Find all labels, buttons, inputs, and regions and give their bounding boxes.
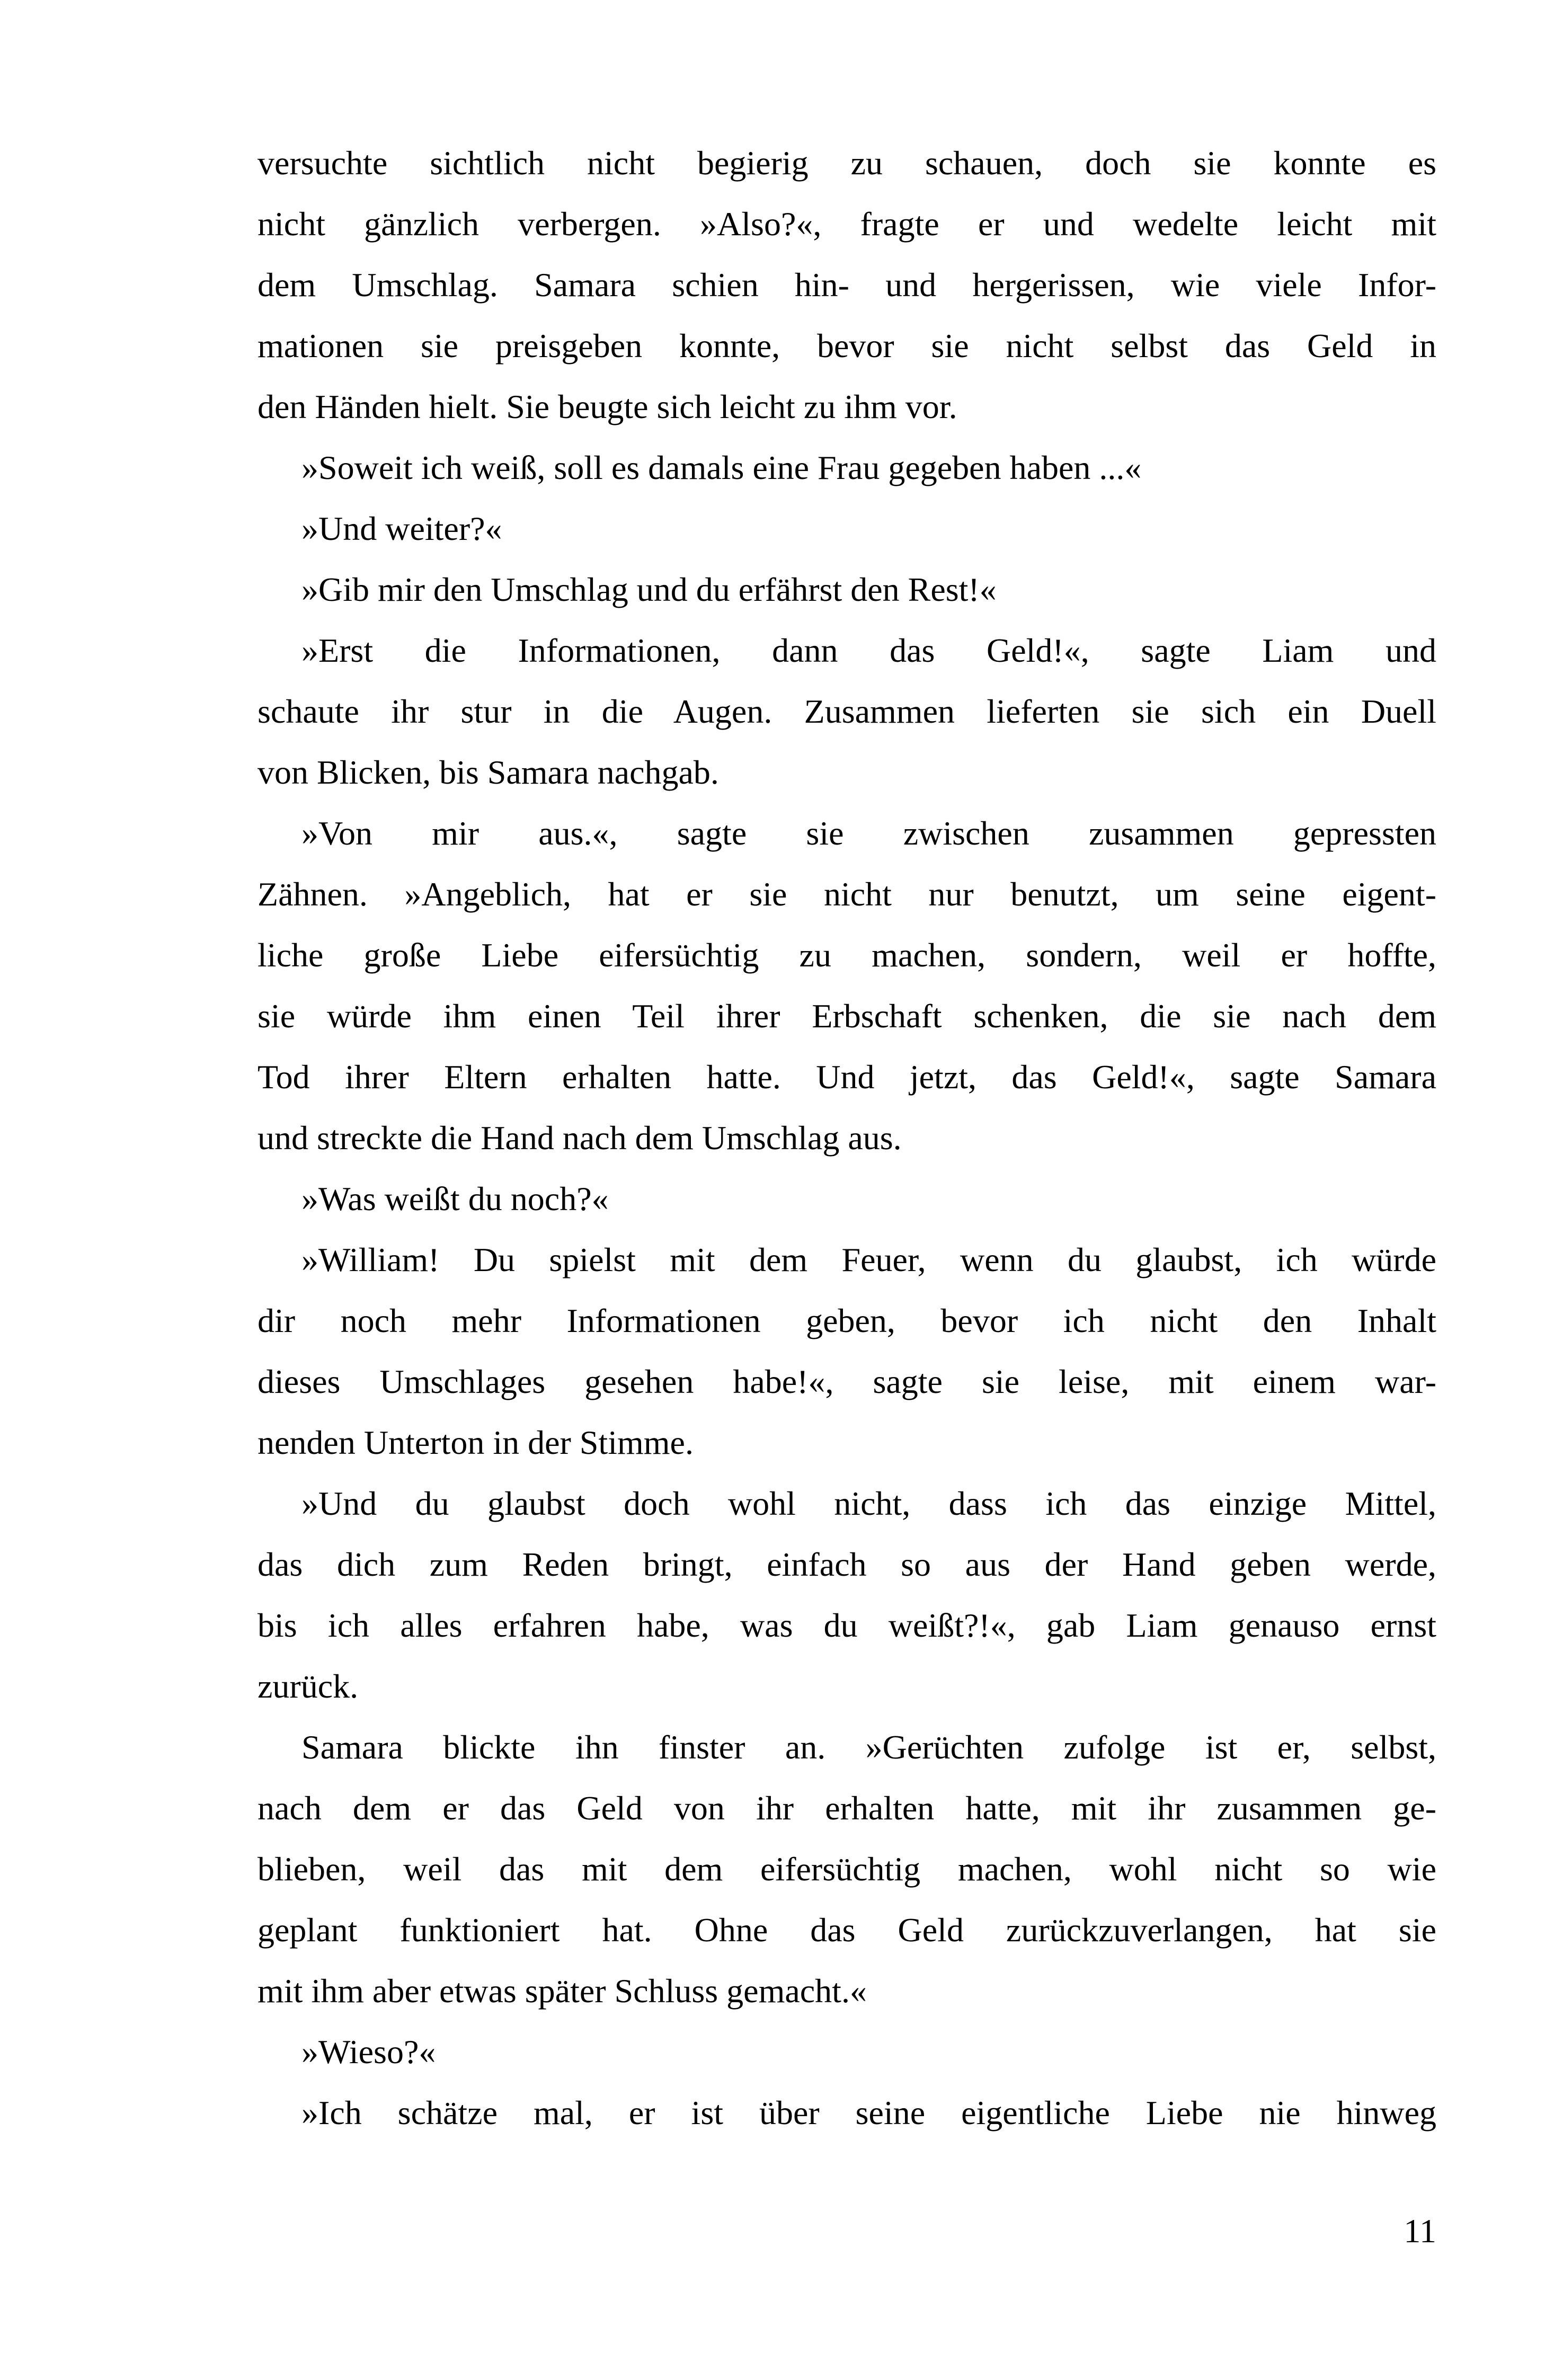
text-line-11: von Blicken, bis Samara nachgab. (257, 753, 719, 791)
text-line-28: nach dem er das Geld von ihr erhalten hatte, mit ihr zusammen ge- (257, 1789, 1436, 1827)
text-line-20: dir noch mehr Informationen geben, bevor ich nicht den Inhalt (257, 1302, 1436, 1339)
text-line-4: mationen sie preisgeben konnte, bevor sie nicht selbst das Geld in (257, 327, 1436, 365)
text-line-25: bis ich alles erfahren habe, was du weißt?!«, gab Liam genauso ernst (257, 1606, 1436, 1644)
text-line-18: »Was weißt du noch?« (301, 1180, 609, 1218)
text-line-13: Zähnen. »Angeblich, hat er sie nicht nur benutzt, um seine eigent- (257, 875, 1436, 913)
text-line-29: blieben, weil das mit dem eifersüchtig machen, wohl nicht so wie (257, 1850, 1436, 1888)
body-text (257, 132, 1436, 2143)
text-line-26: zurück. (257, 1667, 359, 1705)
text-line-21: dieses Umschlages gesehen habe!«, sagte sie leise, mit einem war- (257, 1363, 1436, 1400)
text-line-33: »Ich schätze mal, er ist über seine eigentliche Liebe nie hinweg (301, 2094, 1436, 2132)
text-line-30: geplant funktioniert hat. Ohne das Geld zurückzuverlangen, hat sie (257, 1911, 1436, 1949)
text-line-16: Tod ihrer Eltern erhalten hatte. Und jetzt, das Geld!«, sagte Samara (257, 1058, 1436, 1096)
text-line-12: »Von mir aus.«, sagte sie zwischen zusammen gepressten (301, 814, 1436, 852)
text-line-17: und streckte die Hand nach dem Umschlag aus. (257, 1119, 902, 1157)
text-line-6: »Soweit ich weiß, soll es damals eine Frau gegeben haben ...« (301, 449, 1142, 486)
text-line-14: liche große Liebe eifersüchtig zu machen, sondern, weil er hoffte, (257, 936, 1436, 974)
text-line-3: dem Umschlag. Samara schien hin- und hergerissen, wie viele Infor- (257, 266, 1436, 304)
text-line-9: »Erst die Informationen, dann das Geld!«, sagte Liam und (301, 632, 1436, 669)
text-line-2: nicht gänzlich verbergen. »Also?«, fragte er und wedelte leicht mit (257, 205, 1436, 243)
text-line-27: Samara blickte ihn finster an. »Gerüchten zufolge ist er, selbst, (301, 1728, 1436, 1766)
text-line-7: »Und weiter?« (301, 510, 502, 547)
text-line-1: versuchte sichtlich nicht begierig zu schauen, doch sie konnte es (257, 144, 1436, 182)
page-number: 11 (1404, 2212, 1436, 2250)
text-line-10: schaute ihr stur in die Augen. Zusammen lieferten sie sich ein Duell (257, 692, 1436, 730)
text-line-24: das dich zum Reden bringt, einfach so aus der Hand geben werde, (257, 1546, 1436, 1583)
text-line-31: mit ihm aber etwas später Schluss gemacht.« (257, 1972, 867, 2010)
text-line-22: nenden Unterton in der Stimme. (257, 1424, 694, 1461)
text-line-19: »William! Du spielst mit dem Feuer, wenn du glaubst, ich würde (301, 1241, 1436, 1278)
text-line-23: »Und du glaubst doch wohl nicht, dass ich das einzige Mittel, (301, 1485, 1436, 1522)
text-line-8: »Gib mir den Umschlag und du erfährst den Rest!« (301, 571, 997, 608)
text-line-32: »Wieso?« (301, 2033, 436, 2071)
text-line-5: den Händen hielt. Sie beugte sich leicht zu ihm vor. (257, 388, 957, 425)
text-line-15: sie würde ihm einen Teil ihrer Erbschaft schenken, die sie nach dem (257, 997, 1436, 1035)
